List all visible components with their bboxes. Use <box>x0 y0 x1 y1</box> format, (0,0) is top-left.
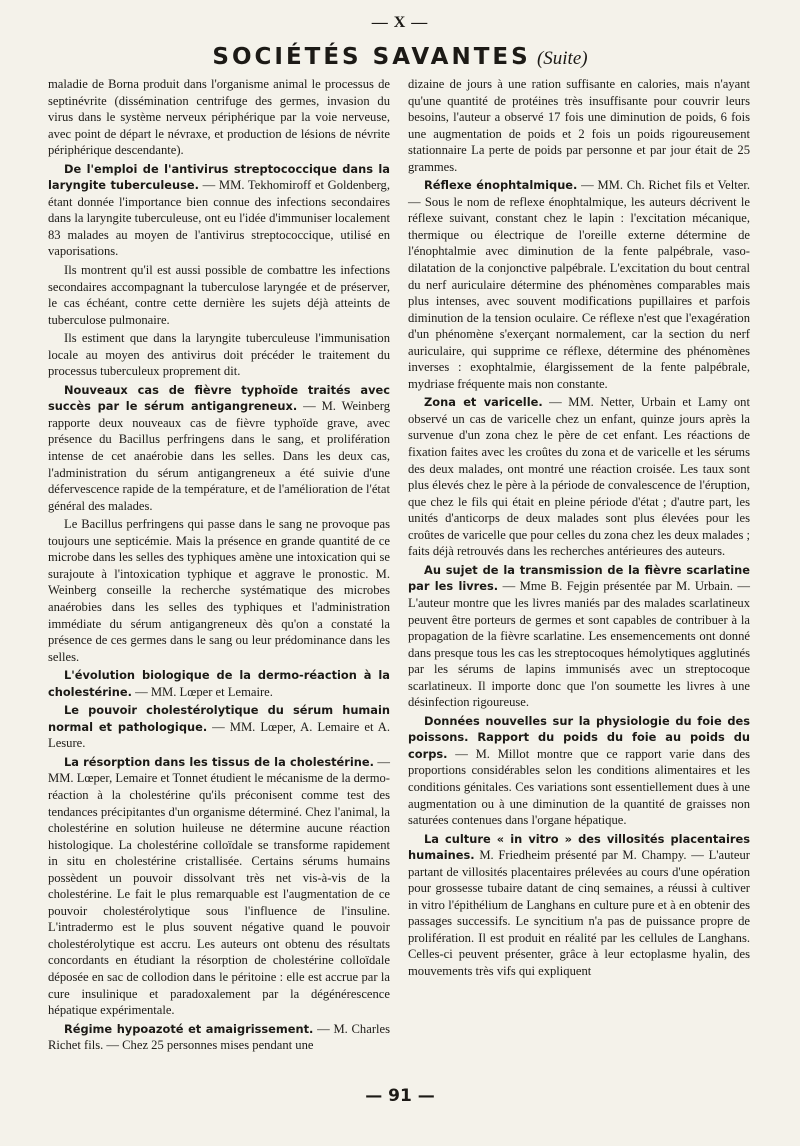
article-heading: Le pouvoir cholestérolytique du sérum humain normal et pathologique. <box>48 703 390 734</box>
article-heading: L'évolution biologique de la dermo-réaction à la cholestérine. <box>48 668 390 699</box>
article-paragraph <box>408 394 750 559</box>
article-paragraph <box>408 831 750 980</box>
article-body: — Mme B. Fejgin présentée par M. Urbain. — L'auteur montre que les livres maniés par des malades scarlatineux peuvent être porteurs de germes et sont capables de contribuer à la propagation de la fièvre scarlatine. Les ensemencements ont donné dans presque tous les cas les streptocoques hémolytiques agglutinés par les sérums de lapins immunisés avec un streptocoque scarlatineux. Il importe donc que l'on soumette les livres à une désinfection rigoureuse. <box>408 579 751 710</box>
article-body: — MM. Lœper, A. Lemaire et A. Lesure. <box>48 719 390 751</box>
article-body: M. Friedheim présenté par M. Champy. — L'auteur partant de villosités placentaires prélevées au cours d'une opération pour grossesse tubaire datant de cinq semaines, a réussi à cultiver in vitro l'épithélium de Langhans en culture pure et à en obtenir des passages successifs. Le syncitium n'a pas de puissance propre de prolifération. Il est produit en réalité par les cellules de Langhans. Celles-ci peuvent présenter, grâce à leur ectoplasme hyalin, des mouvements très vifs qui expliquent <box>408 848 750 978</box>
article-paragraph <box>408 177 750 392</box>
right-column <box>408 76 750 982</box>
article-heading: Zona et varicelle. <box>424 395 543 410</box>
article-heading: Au sujet de la transmission de la fièvre scarlatine par les livres. <box>408 562 750 594</box>
article-heading: Données nouvelles sur la physiologie du foie des poissons. Rapport du poids du foie au poids du corps. <box>408 713 750 761</box>
paragraph: dizaine de jours à une ration suffisante en calories, mais n'ayant qu'une quantité de protéines très insuffisante pour couvrir leurs besoins, l'auteur a observé 17 fois une diminution de poids, 6 fois une augmentation de poids et 2 fois un poids rigoureusement stationnaire La perte de poids par personne et par jour était de 25 grammes. <box>408 77 750 174</box>
paragraph: Le Bacillus perfringens qui passe dans le sang ne provoque pas toujours une septicémie. Mais la présence en grande quantité de ce microbe dans les selles des typhiques amène une intoxication qui se surajoute à l'intoxication typhique et aggrave le pronostic. M. Weinberg conseille la recherche systématique des microbes anaérobies dans les selles des typhiques et l'administration immédiate du sérum antigangreneux dès qu'on a constaté la présence de ces germes dans le sang ou leur prédominance dans les selles. <box>48 517 390 664</box>
article-body: — MM. Lœper et Lemaire. <box>131 684 273 699</box>
article-body: — MM. Tekhomiroff et Goldenberg, étant donnée l'importance bien connue des infections secondaires dans la laryngite tuberculeuse, ont eu l'idée d'immuniser localement 83 malades au moyen de l'antivirus streptococcique, utilisé en vaporisations. <box>48 178 391 259</box>
article-body: — MM. Ch. Richet fils et Velter. — Sous le nom de reflexe énophtalmique, les auteurs décrivent le réflexe suivant, constant chez le lapin : l'excitation mécanique, thermique ou électrique de l'oreille externe détermine de l'énophtalmie avec diminution de la fente palpébrale, vaso-dilatation de la conjonctive palpébrale. L'excitation du bout central du nerf auriculaire détermine des phénomènes comparables mais plus intenses, avec souvent modifications pupillaires et parfois diminution de la tension oculaire. Ce réflexe n'est que l'exagération d'un phénomène s'exerçant normalement, car la section du nerf auriculaire, qui supprime ce réflexe, détermine des phénomènes inverses : exophtalmie, élargissement de la fente palpébrale, mydriase fréquente mais non constante. <box>408 178 750 391</box>
article-body: — M. Millot montre que ce rapport varie dans des proportions considérables selon les conditions alimentaires et les conditions génitales. Ces variations sont essentiellement dues à une augmentation ou à une diminution de la quantité de graisses non saturées contenues dans l'organe hépatique. <box>408 746 750 828</box>
paragraph: Ils estiment que dans la laryngite tuberculeuse l'immunisation locale au moyen des antivirus doit précéder le traitement du processus tuberculeux proprement dit. <box>48 331 390 379</box>
article-paragraph <box>48 754 390 1019</box>
article-heading: De l'emploi de l'antivirus streptococcique dans la laryngite tuberculeuse. <box>48 161 390 193</box>
article-body: — M. Weinberg rapporte deux nouveaux cas de fièvre typhoïde grave, avec présence du Bacillus perfringens dans le sang, et prolifération intense de cet anaérobie dans les selles. Dans les deux cas, l'administration du sérum antigangreneux a été suivie d'une défervescence rapide de la température, et de l'amélioration de l'état général des malades. <box>48 399 390 513</box>
article-heading: La résorption dans les tissus de la cholestérine. <box>64 754 374 769</box>
article-paragraph <box>408 562 750 711</box>
article-heading: Régime hypoazoté et amaigrissement. <box>64 1021 314 1036</box>
article-paragraph <box>48 382 390 514</box>
article-paragraph <box>48 161 390 260</box>
paragraph: Ils montrent qu'il est aussi possible de combattre les infections secondaires accompagnant la tuberculose laryngée et de préserver, le cas échéant, contre cette dernière les sujets déjà atteints de tuberculose pulmonaire. <box>48 263 390 327</box>
article-paragraph <box>48 667 390 700</box>
left-column <box>48 76 390 1056</box>
article-body: — M. Charles Richet fils. — Chez 25 personnes mises pendant une <box>48 1021 391 1053</box>
running-head <box>0 42 800 74</box>
article-heading: Réflexe énophtalmique. <box>424 178 578 193</box>
article-heading: Nouveaux cas de fièvre typhoïde traités avec succès par le sérum antigangreneux. <box>48 382 390 414</box>
article-paragraph <box>408 713 750 829</box>
article-body: — MM. Lœper, Lemaire et Tonnet étudient le mécanisme de la dermo-réaction à la cholestérine qu'ils préconisent comme test des tendances précipitantes d'un organisme déterminé. Chez l'animal, la cholestérine en solution huileuse ne détermine aucune réaction histologique. La cholestérine colloïdale se transforme rapidement in situ en cholestérine cristallisée. Certains sérums humains possèdent un pouvoir dissolvant très net vis-à-vis de la cholestérine. Le fait le plus remarquable est l'augmentation de ce pouvoir cholestérolytique sous l'influence de l'insuline. L'intradermo est le plus souvent négative quand le pouvoir cholestérolytique est accru. Les auteurs ont obtenu des résultats concordants en étudiant la résorption de cholestérine colloïdale déposée en sac de collodion dans le péritoine : elle est accrue par la cure insulinique et paradoxalement par la dégénérescence hépatique expérimentale. <box>48 754 390 1018</box>
running-head-title: SOCIÉTÉS SAVANTES <box>212 44 531 70</box>
section-number: — X — <box>371 14 429 31</box>
page-number: — 91 — <box>365 1086 435 1106</box>
article-paragraph <box>48 1021 390 1054</box>
article-body: — MM. Netter, Urbain et Lamy ont observé un cas de varicelle chez un enfant, quinze jours après la survenue d'un zona chez le père de cet enfant. Les réactions de fixation faites avec les croûtes du zona et de varicelle et les sérums des deux malades, ont montré une réaction croisée. Les taux sont plus élevés chez le père à la période de convalescence de l'éruption, que chez le fils qui était en pleine période d'état ; d'autre part, les unités d'anticorps de deux malades sont plus élevées pour les croûtes de varicelle que pour celles du zona chez les deux malades ; faits déjà retrouvés dans les recherches antérieures des auteurs. <box>408 395 750 559</box>
article-paragraph <box>48 702 390 752</box>
paragraph: maladie de Borna produit dans l'organisme animal le processus de septinévrite (dissémination centrifuge des germes, invasion du virus dans le système nerveux périphérique par la voie nerveuse, avec point de départ le névraxe, et production de lésions de névrite périphérique descendante). <box>48 77 390 158</box>
article-heading: La culture « in vitro » des villosités placentaires humaines. <box>408 831 750 863</box>
running-head-suite: (Suite) <box>536 48 588 69</box>
